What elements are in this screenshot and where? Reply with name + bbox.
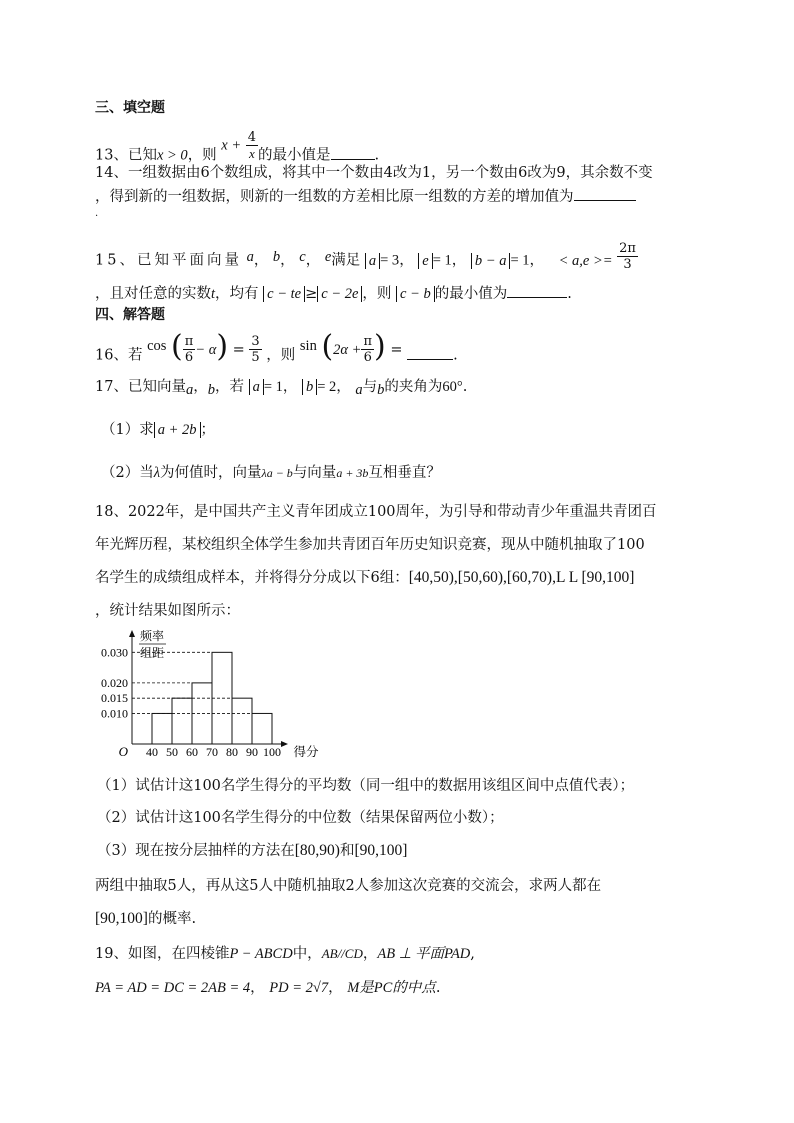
- q16-prefix: 16、若: [95, 347, 143, 364]
- q14-line2: ，得到新的一组数据，则新的一组数的方差相比原一组数的方差的增加值为: [95, 189, 574, 205]
- histogram-bar: [252, 713, 272, 744]
- q15-line2-d: 的最小值为: [434, 286, 508, 302]
- q18-p3-r1: [80,90): [294, 842, 340, 859]
- q18-line3-ranges: [40,50),[50,60),[60,70),L L [90,100]: [408, 569, 635, 586]
- q15-line2-c: ，则: [362, 286, 392, 302]
- q15-abs-c-minus-2e: c − 2e: [317, 286, 362, 302]
- x-tick-labels: [146, 745, 281, 759]
- q16-paren-close-1: ): [216, 328, 229, 364]
- q15-vec-c: c: [299, 248, 306, 265]
- q17-eq1: = 1: [263, 379, 283, 395]
- question-19-line2: [95, 978, 440, 998]
- q16-eq: =: [232, 341, 245, 358]
- q17-rel-a: a: [355, 382, 363, 398]
- q15-vec-a: a: [246, 248, 254, 265]
- q15-prefix: 15、已知平面向量: [95, 252, 242, 269]
- q17-p2-v1: λa − b: [261, 466, 293, 480]
- q13-answer-blank[interactable]: [331, 145, 375, 160]
- q14-line1: 14、一组数据由6个数组成，将其中一个数由4改为1，另一个数由6改为9，其余数不变: [95, 165, 653, 181]
- q18-p3-r2: [90,100]: [354, 842, 408, 859]
- x-tick-label: 60: [186, 745, 198, 759]
- q18-p3-line2: 两组中抽取5人，再从这5人中随机抽取2人参加这次竞赛的交流会，求两人都在: [95, 878, 602, 894]
- y-label-numerator: 频率: [139, 629, 165, 643]
- q15-line2-b: ，均有: [215, 286, 259, 302]
- q16-cos-den: 6: [184, 350, 194, 365]
- q18-part2: （2）试估计这100名学生得分的中位数（结果保留两位小数）；: [97, 810, 504, 826]
- q15-abs-c-minus-te: c − te: [263, 286, 305, 302]
- q17-prefix: 17、已知向量: [95, 379, 186, 395]
- q16-sin: sin: [299, 337, 317, 354]
- q15-abs-b-minus-a: b − a: [471, 253, 511, 269]
- q18-p3-r3: [90,100]: [95, 910, 148, 927]
- q15-sep2: ，: [280, 252, 295, 269]
- q17-p1-end: ；: [200, 422, 216, 438]
- question-18-line3: [95, 568, 634, 588]
- q15-angle: < a,e >=: [558, 252, 613, 269]
- q13-end: .: [374, 147, 380, 164]
- q17-sep1: ，: [193, 379, 208, 395]
- question-16: [95, 328, 458, 371]
- q17-p2-with: 与向量: [292, 465, 337, 481]
- q15-vec-e: e: [324, 248, 332, 265]
- q19-parallel: AB//CD: [321, 946, 363, 961]
- q16-sin-head: 2α +: [333, 341, 362, 358]
- q19-midpoint: M是PC的中点: [347, 980, 436, 996]
- q16-val-num: 3: [251, 334, 260, 349]
- q18-p3-line3: 的概率.: [147, 911, 197, 927]
- q19-sep3: ，: [328, 980, 343, 996]
- q15-sep6: ，: [529, 252, 545, 269]
- q19-sep2: ，: [250, 980, 265, 996]
- q16-eq2: =: [390, 341, 403, 358]
- q17-p2-prefix: （2）当: [101, 465, 154, 481]
- q18-line3-a: 名学生的成绩组成样本，并将得分分成以下6组：: [95, 570, 409, 586]
- q17-angle-text: 的夹角为: [384, 379, 443, 395]
- q16-sin-den: 6: [363, 350, 372, 365]
- histogram-bar: [232, 698, 252, 744]
- q15-fraction: [617, 241, 638, 272]
- q19-eq-chain: PA = AD = DC = 2AB = 4: [95, 980, 251, 996]
- q16-sin-fraction: [361, 334, 374, 365]
- q19-line1-b: 中，: [292, 946, 322, 962]
- q17-vec-b: b: [207, 382, 215, 398]
- section-title-solutions: 四、解答题: [95, 307, 165, 323]
- question-14-line2: [95, 186, 636, 207]
- x-tick-label: 100: [263, 745, 281, 759]
- question-17-part1: [101, 420, 215, 440]
- q17-p2-mid: 为何值时，向量: [160, 465, 262, 481]
- q17-end: .: [462, 379, 468, 395]
- q13-suffix: 的最小值是: [258, 147, 331, 164]
- q18-line4: ，统计结果如图所示：: [95, 603, 240, 619]
- q16-end: .: [453, 347, 458, 364]
- q17-abs-a: a: [249, 379, 264, 395]
- q16-paren-open-1: (: [171, 328, 183, 364]
- q15-frac-num: 2π: [619, 241, 636, 256]
- q15-answer-blank[interactable]: [507, 283, 567, 298]
- q18-line2: 年光辉历程，某校组织全体学生参加共青团百年历史知识竞赛，现从中随机抽取了100: [95, 537, 645, 553]
- q16-then: ，则: [266, 347, 296, 364]
- question-18-part3: [97, 841, 407, 861]
- x-tick-label: 90: [246, 745, 258, 759]
- y-tick-label: 0.030: [101, 645, 128, 660]
- q17-sep3: ，: [336, 379, 351, 395]
- q15-vec-b: b: [272, 248, 281, 265]
- y-tick-labels: [101, 645, 128, 720]
- q19-perp: AB ⊥ 平面PAD: [377, 946, 471, 962]
- q16-answer-blank[interactable]: [407, 345, 453, 360]
- q18-p3-a: （3）现在按分层抽样的方法在: [97, 843, 295, 859]
- q19-pyramid: P − ABCD: [229, 946, 293, 962]
- q13-frac-num: 4: [247, 130, 257, 145]
- q13-frac-den: x: [249, 146, 255, 161]
- x-axis-label: 得分: [293, 745, 319, 759]
- q15-line2-a: ，且对任意的实数: [95, 286, 211, 302]
- x-axis-arrow: [281, 741, 288, 747]
- q15-t: t: [211, 286, 216, 302]
- q15-sep5: ，: [451, 252, 467, 269]
- q17-sep2: ，: [282, 379, 298, 395]
- q15-sep1: ，: [253, 252, 269, 269]
- q16-cos: cos: [147, 337, 167, 354]
- q17-and: 与: [362, 379, 378, 395]
- q16-paren-open-2: (: [321, 328, 334, 364]
- q13-cond: x > 0: [156, 147, 188, 164]
- q15-eq1b: = 1: [510, 252, 530, 269]
- q16-sin-num: π: [363, 334, 372, 349]
- q19-sep: ，: [362, 946, 378, 962]
- q18-part1: （1）试估计这100名学生得分的平均数（同一组中的数据用该组区间中点值代表）；: [97, 778, 635, 794]
- y-tick-label: 0.020: [101, 675, 128, 690]
- x-tick-label: 40: [146, 745, 158, 759]
- q13-fraction: [246, 130, 258, 161]
- q13-comma: ，则: [187, 147, 217, 164]
- q16-cos-tail: − α: [195, 341, 217, 358]
- q19-line1-a: 19、如图，在四棱锥: [95, 946, 230, 962]
- q15-end: .: [567, 286, 572, 302]
- q15-ge: ≥: [305, 286, 318, 302]
- question-15-line2: [95, 283, 572, 304]
- q16-paren-close-2: ): [373, 328, 386, 364]
- q15-abs-c-minus-b: c − b: [396, 286, 435, 302]
- y-label-denominator: 组距: [139, 646, 165, 660]
- q17-p2-end: 互相垂直？: [368, 465, 441, 481]
- question-18-part3-line3: [95, 909, 196, 929]
- q15-sep4: ，: [399, 252, 414, 269]
- q17-vec-a: a: [185, 382, 194, 398]
- y-tick-label: 0.010: [101, 706, 128, 721]
- q17-angle: 60°: [442, 379, 463, 395]
- histogram-bar: [152, 713, 172, 744]
- x-tick-label: 50: [166, 745, 178, 759]
- q18-line1: 18、2022年，是中国共产主义青年团成立100周年，为引导和带动青少年重温共青团百: [95, 504, 657, 520]
- q18-p3-and: 和: [339, 843, 355, 859]
- q19-pd: PD = 2√7: [269, 980, 329, 996]
- q15-sep3: ，: [305, 252, 321, 269]
- x-tick-label: 70: [206, 745, 218, 759]
- q14-answer-blank[interactable]: [574, 186, 636, 201]
- q13-prefix: 13、已知: [95, 147, 157, 164]
- q15-eq3: = 3: [380, 252, 400, 269]
- q17-eq2: = 2: [317, 379, 337, 395]
- origin-label: O: [118, 744, 128, 759]
- question-17: [95, 377, 467, 397]
- q15-abs-e: e: [418, 253, 432, 269]
- y-axis-arrow: [129, 630, 135, 637]
- q16-cos-num: π: [184, 334, 194, 349]
- question-15-line1: [95, 241, 638, 276]
- question-19-line1: [95, 944, 475, 964]
- frequency-histogram: [92, 628, 332, 768]
- q19-end2: .: [435, 980, 441, 996]
- q19-end1: ,: [470, 946, 475, 962]
- q13-expr-x: x +: [221, 137, 242, 154]
- q16-value-fraction: [249, 334, 261, 365]
- q16-val-den: 5: [251, 350, 260, 365]
- q17-abs-b: b: [302, 379, 317, 395]
- q17-rel-b: b: [377, 382, 385, 398]
- q13-expression: [221, 130, 258, 161]
- q15-frac-den: 3: [623, 257, 632, 272]
- q17-p1-prefix: （1）求: [101, 422, 154, 438]
- q15-satisfy: 满足: [331, 252, 361, 269]
- q17-p2-v2: a + 3b: [336, 466, 369, 480]
- q17-p1-expr: a + 2b: [154, 422, 201, 438]
- section-title-fill-blank: 三、填空题: [95, 100, 165, 116]
- q14-line3: .: [95, 208, 99, 219]
- question-17-part2: [101, 463, 441, 483]
- x-tick-label: 80: [226, 745, 238, 759]
- histogram-bar: [172, 698, 192, 744]
- y-tick-label: 0.015: [101, 691, 128, 706]
- q15-abs-a: a: [365, 253, 380, 269]
- q16-cos-fraction: [183, 334, 196, 365]
- q17-lambda: λ: [153, 465, 161, 481]
- q17-if: ，若: [214, 379, 244, 395]
- q15-eq1: = 1: [432, 252, 452, 269]
